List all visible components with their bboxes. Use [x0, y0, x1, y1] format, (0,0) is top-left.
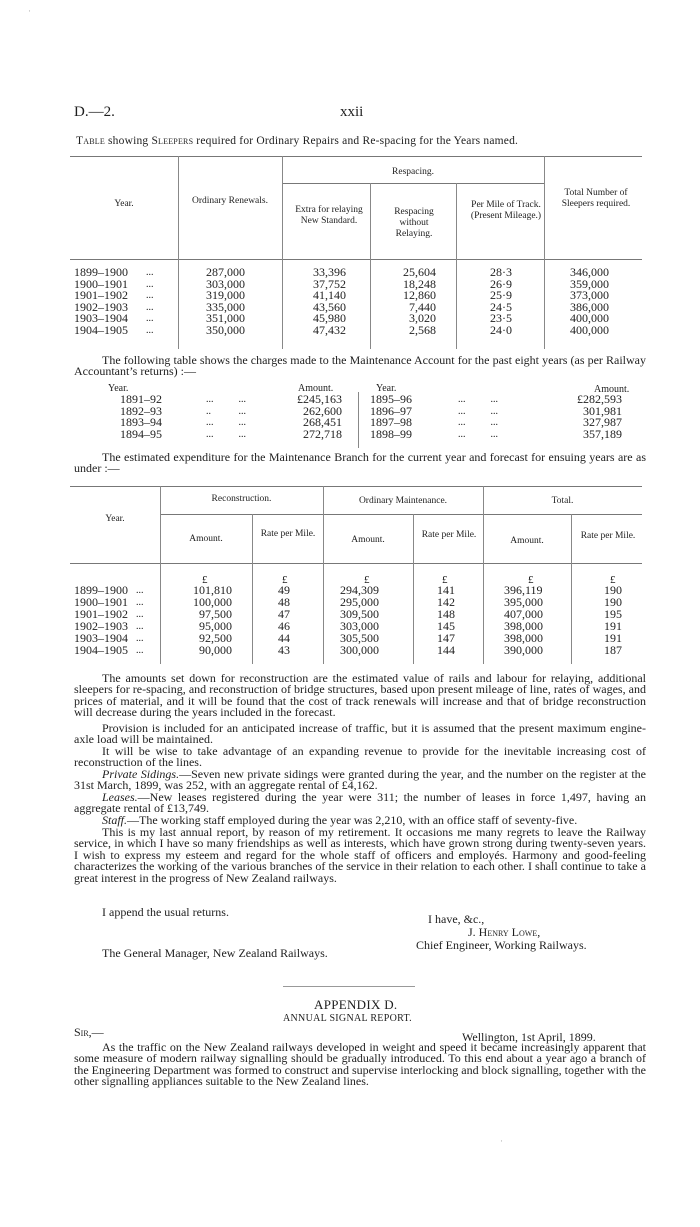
- cell-ord-amount: 305,500: [340, 631, 379, 645]
- cell-ordinary: 303,000: [206, 276, 245, 291]
- th-year: Year.: [114, 199, 134, 209]
- cell-total: 346,000: [570, 265, 609, 279]
- cell-tot-rate: 195: [604, 607, 622, 621]
- cell-year: 1904–1905: [74, 643, 128, 657]
- addressee: The General Manager, New Zealand Railways.: [102, 946, 328, 960]
- cell-ordinary: 351,000: [206, 311, 245, 325]
- currency-symbol: £: [528, 574, 534, 586]
- cell-dots: ...: [136, 645, 144, 656]
- cell-ordinary: 350,000: [206, 322, 245, 337]
- table2-top-rule: [70, 486, 642, 487]
- cell-year: 1903–1904: [74, 311, 128, 325]
- cell-rec-amount: 100,000: [193, 595, 232, 609]
- cell-tot-rate: 190: [604, 583, 622, 597]
- scan-mark: ·: [500, 1136, 503, 1146]
- th2-year: Year.: [105, 514, 125, 524]
- charges-dots: ... ...: [206, 394, 246, 405]
- cell-dots: ...: [146, 313, 154, 324]
- cell-rec-rate: 47: [278, 607, 290, 621]
- cell-rec-amount: 101,810: [193, 583, 232, 597]
- th-ordinary-renewals: Ordinary Renewals.: [192, 196, 268, 206]
- charges-year: 1893–94: [120, 415, 162, 429]
- cell-tot-amount: 390,000: [504, 643, 543, 657]
- cell-year: 1901–1902: [74, 607, 128, 621]
- cell-year: 1900–1901: [74, 595, 128, 609]
- charges-year: 1894–95: [120, 426, 162, 441]
- appendix-subtitle: ANNUAL SIGNAL REPORT.: [283, 1013, 412, 1024]
- charges-amount: 272,718: [303, 426, 342, 441]
- cell-extra: 37,752: [313, 276, 346, 291]
- cell-year: 1902–1903: [74, 299, 128, 314]
- charges-amount: 301,981: [583, 403, 622, 418]
- cell-extra: 43,560: [313, 299, 346, 314]
- cell-ord-rate: 144: [437, 643, 455, 657]
- cell-tot-amount: 398,000: [504, 619, 543, 633]
- salutation: Sir,—: [74, 1025, 104, 1039]
- cell-extra: 33,396: [313, 265, 346, 279]
- table2-header-rule: [70, 563, 642, 564]
- para-append: I append the usual returns.: [102, 905, 229, 919]
- th2-ordinary-maintenance: Ordinary Maintenance.: [358, 496, 448, 506]
- cell-dots: ...: [146, 267, 154, 278]
- cell-dots: ...: [146, 278, 154, 290]
- signatory-title: Chief Engineer, Working Railways.: [416, 938, 587, 952]
- cell-ord-rate: 148: [437, 607, 455, 621]
- cell-without: 3,020: [409, 311, 436, 325]
- charges-year: 1892–93: [120, 403, 162, 418]
- cell-dots: ...: [136, 609, 144, 620]
- cell-per-mile: 23·5: [490, 311, 512, 325]
- page-number-left: D.—2.: [74, 104, 115, 120]
- th-total-sleepers: Total Number of Sleepers required.: [561, 188, 631, 209]
- charges-dots: .. ...: [206, 405, 246, 417]
- charges-row: [0, 426, 700, 441]
- signoff: I have, &c.,: [428, 912, 485, 926]
- cell-ord-rate: 141: [437, 583, 455, 597]
- cell-tot-rate: 187: [604, 643, 622, 657]
- cell-ord-amount: 294,309: [340, 583, 379, 597]
- table1-header-rule: [70, 259, 642, 260]
- cell-ord-amount: 295,000: [340, 595, 379, 609]
- th2-tot-amount: Amount.: [510, 536, 544, 546]
- cell-dots: ...: [146, 324, 154, 336]
- page-number-roman: xxii: [340, 104, 364, 120]
- para-amounts: The amounts set down for reconstruction are the estimated value of rails and labour for relaying, additional sleepers for re-spacing, and reconstruction of bridge structures, based upon present mileage of line, rates of wages, and prices of material, and it will be found that the cost of track renewals will increase and that of bridge reconstruction will decrease during the years included in the forecast.: [74, 671, 646, 720]
- cell-ordinary: 319,000: [206, 288, 245, 302]
- cell-total: 386,000: [570, 299, 609, 314]
- th2-ord-amount: Amount.: [351, 535, 385, 545]
- scan-mark: ·: [28, 6, 31, 16]
- th-respacing: Respacing.: [392, 167, 434, 177]
- para-leases: Leases.—New leases registered during the year were 311; the number of leases in force 1,497, having an aggregate rental of £13,749.: [74, 790, 646, 816]
- charges-intro: The following table shows the charges made to the Maintenance Account for the past eight years (as per Railway Accountant’s returns) :—: [74, 353, 646, 379]
- cell-dots: ...: [136, 633, 144, 644]
- cell-year: 1899–1900: [74, 583, 128, 597]
- cell-rec-amount: 97,500: [199, 607, 232, 621]
- charges-dots: ... ...: [206, 417, 246, 428]
- cell-total: 373,000: [570, 288, 609, 302]
- th2-tot-rate: Rate per Mile.: [580, 531, 636, 541]
- th2-reconstruction: Reconstruction.: [211, 494, 272, 504]
- cell-dots: ...: [146, 301, 154, 313]
- charges-amount: £282,593: [577, 392, 622, 406]
- para-staff: Staff.—The working staff employed during the year was 2,210, with an office staff of seventy-five.: [102, 813, 578, 827]
- charges-year: 1891–92: [120, 392, 162, 406]
- th-per-mile: Per Mile of Track. (Present Mileage.): [470, 200, 542, 221]
- appendix-body: As the traffic on the New Zealand railways developed in weight and speed it became increasingly apparent that some measure of modern railway signalling should be gradually introduced. To this end about a year ago a branch of the Engineering Department was formed to construct and supervise interlocking and block signalling, together with the other signalling appliances suitable to the New Zealand lines.: [74, 1040, 646, 1089]
- cell-tot-amount: 398,000: [504, 631, 543, 645]
- cell-without: 25,604: [403, 265, 436, 279]
- cell-rec-rate: 48: [278, 595, 290, 609]
- cell-tot-rate: 191: [604, 631, 622, 645]
- cell-year: 1899–1900: [74, 265, 128, 279]
- cell-dots: ...: [136, 585, 144, 596]
- currency-symbol: £: [282, 574, 288, 586]
- cell-tot-amount: 396,119: [504, 583, 543, 597]
- cell-rec-rate: 49: [278, 583, 290, 597]
- table1-respacing-rule: [282, 183, 544, 184]
- cell-without: 18,248: [403, 276, 436, 291]
- th-respacing-without: Respacing without Relaying.: [394, 207, 434, 239]
- para-wise: It will be wise to take advantage of an expanding revenue to provide for the inevitable increasing cost of reconstruction of the lines.: [74, 744, 646, 770]
- table2-sub-rule: [160, 514, 642, 515]
- cell-total: 359,000: [570, 276, 609, 291]
- cell-tot-amount: 395,000: [504, 595, 543, 609]
- cell-extra: 45,980: [313, 311, 346, 325]
- cell-ordinary: 287,000: [206, 265, 245, 279]
- para-sidings: Private Sidings.—Seven new private sidings were granted during the year, and the number on the register at the 31st March, 1899, was 252, with an aggregate rental of £4,162.: [74, 767, 646, 793]
- cell-per-mile: 25·9: [490, 288, 512, 302]
- signatory-name: J. Henry Lowe,: [468, 925, 541, 939]
- charges-amount-header-right: Amount.: [594, 384, 630, 395]
- currency-symbol: £: [202, 574, 208, 586]
- charges-year: 1898–99: [370, 426, 412, 441]
- charges-year-header-left: Year.: [108, 383, 129, 394]
- cell-ord-amount: 309,500: [340, 607, 379, 621]
- charges-dots: ... ...: [458, 428, 498, 440]
- charges-year: 1897–98: [370, 415, 412, 429]
- currency-symbol: £: [442, 574, 448, 586]
- cell-ord-amount: 300,000: [340, 643, 379, 657]
- cell-total: 400,000: [570, 311, 609, 325]
- currency-symbol: £: [610, 574, 616, 586]
- charges-dots: ... ...: [458, 405, 498, 417]
- para-provision: Provision is included for an anticipated increase of traffic, but it is assumed that the present maximum engine-axle load will be maintained.: [74, 721, 646, 747]
- table1-top-rule: [70, 156, 642, 157]
- th-extra-relaying: Extra for relaying New Standard.: [295, 205, 363, 226]
- th2-ord-rate: Rate per Mile.: [421, 530, 477, 540]
- charges-amount-header-left: Amount.: [298, 383, 334, 394]
- cell-without: 12,860: [403, 288, 436, 302]
- currency-symbol: £: [364, 574, 370, 586]
- cell-without: 7,440: [409, 299, 436, 314]
- th2-rec-amount: Amount.: [189, 534, 223, 544]
- charges-dots: ... ...: [458, 394, 498, 405]
- cell-extra: 41,140: [313, 288, 346, 302]
- cell-ord-rate: 142: [437, 595, 455, 609]
- section-divider: [283, 986, 415, 987]
- cell-tot-amount: 407,000: [504, 607, 543, 621]
- table-row: [0, 645, 700, 656]
- cell-ord-rate: 147: [437, 631, 455, 645]
- estimated-intro: The estimated expenditure for the Maintenance Branch for the current year and forecast for ensuing years are as under :—: [74, 450, 646, 476]
- cell-ord-rate: 145: [437, 619, 455, 633]
- cell-year: 1904–1905: [74, 322, 128, 337]
- table-row: [0, 322, 700, 337]
- para-last-report: This is my last annual report, by reason of my retirement. It occasions me many regrets to leave the Railway service, in which I have so many friendships as well as interests, which have grown strong during twenty-seven years. I wish to express my esteem and regard for the whole staff of officers and employés. Harmony and good-feeling characterizes the working of the various branches of the service in their relation to each other. I shall continue to take a great interest in the progress of New Zealand railways.: [74, 825, 646, 885]
- cell-total: 400,000: [570, 322, 609, 337]
- charges-dots: ... ...: [458, 417, 498, 428]
- cell-year: 1903–1904: [74, 631, 128, 645]
- cell-dots: ...: [146, 290, 154, 301]
- charges-amount: 357,189: [583, 426, 622, 441]
- cell-rec-rate: 43: [278, 643, 290, 657]
- table1-caption: Table showing Sleepers required for Ordinary Repairs and Re-spacing for the Years named.: [76, 135, 519, 147]
- cell-year: 1901–1902: [74, 288, 128, 302]
- charges-amount: 268,451: [303, 415, 342, 429]
- charges-dots: ... ...: [206, 428, 246, 440]
- charges-amount: 262,600: [303, 403, 342, 418]
- cell-year: 1900–1901: [74, 276, 128, 291]
- cell-tot-rate: 190: [604, 595, 622, 609]
- cell-tot-rate: 191: [604, 619, 622, 633]
- cell-per-mile: 26·9: [490, 276, 512, 291]
- cell-without: 2,568: [409, 322, 436, 337]
- cell-rec-amount: 90,000: [199, 643, 232, 657]
- cell-per-mile: 24·0: [490, 322, 512, 337]
- cell-dots: ...: [136, 597, 144, 608]
- cell-rec-amount: 92,500: [199, 631, 232, 645]
- cell-dots: ...: [136, 621, 144, 632]
- charges-amount: 327,987: [583, 415, 622, 429]
- place-date: Wellington, 1st April, 1899.: [462, 1030, 596, 1044]
- appendix-title: APPENDIX D.: [314, 997, 398, 1012]
- cell-year: 1902–1903: [74, 619, 128, 633]
- charges-year-header-right: Year.: [376, 383, 397, 394]
- cell-rec-rate: 46: [278, 619, 290, 633]
- cell-ordinary: 335,000: [206, 299, 245, 314]
- th2-rec-rate: Rate per Mile.: [260, 529, 316, 539]
- cell-ord-amount: 303,000: [340, 619, 379, 633]
- cell-extra: 47,432: [313, 322, 346, 337]
- cell-rec-amount: 95,000: [199, 619, 232, 633]
- cell-per-mile: 28·3: [490, 265, 512, 279]
- cell-per-mile: 24·5: [490, 299, 512, 314]
- charges-amount: £245,163: [297, 392, 342, 406]
- charges-year: 1896–97: [370, 403, 412, 418]
- charges-year: 1895–96: [370, 392, 412, 406]
- th2-total: Total.: [551, 496, 574, 506]
- cell-rec-rate: 44: [278, 631, 290, 645]
